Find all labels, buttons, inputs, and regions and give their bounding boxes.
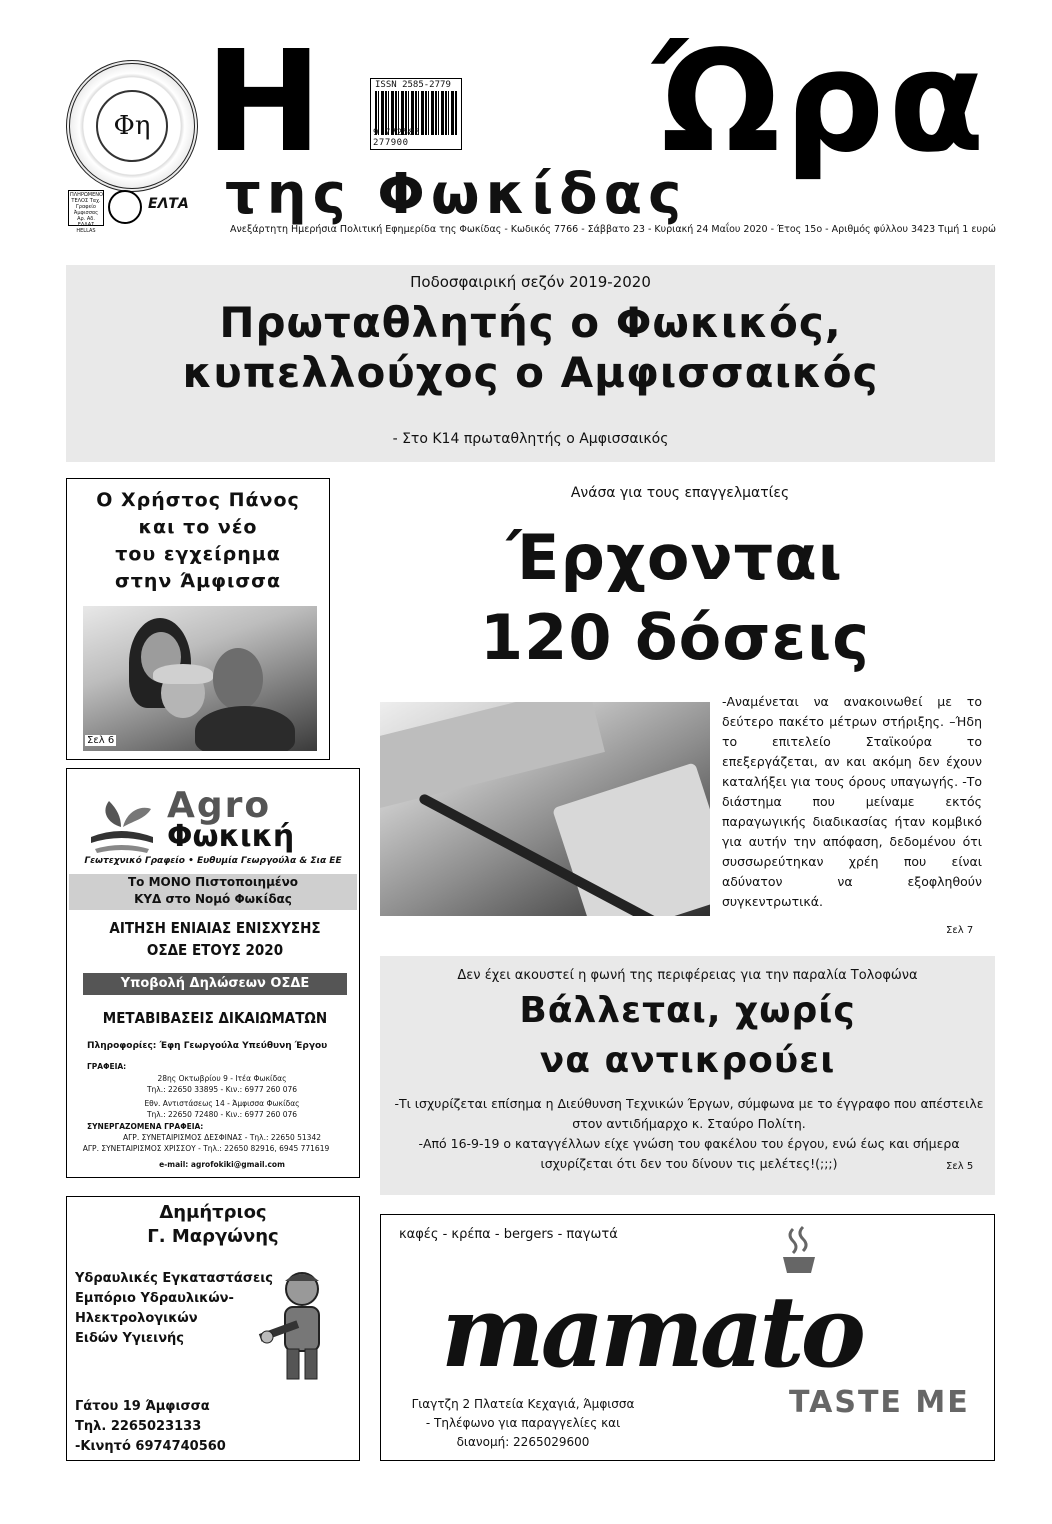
installments-headline-line1: Έρχονται xyxy=(507,521,843,594)
photo-figure xyxy=(195,706,295,751)
band-line: ΚΥΔ στο Νομό Φωκίδας xyxy=(134,892,292,906)
agro-fokiki-ad[interactable] xyxy=(66,768,360,1178)
plumber-service: Ηλεκτρολογικών xyxy=(75,1311,198,1326)
lead-story-box[interactable] xyxy=(66,265,995,462)
barcode-number: 9 772585 277900 xyxy=(373,128,421,148)
plumber-phone: Τηλ. 2265023133 xyxy=(75,1419,202,1434)
page-ref: Σελ 7 xyxy=(946,925,974,936)
mamato-menu-line: καφές - κρέπα - bergers - παγωτά xyxy=(399,1227,618,1242)
paid-fee-stamp: ΠΛΗΡΩΜΕΝΟ ΤΕΛΟΣ Ταχ. Γραφείο Άμφισσας Αρ. Αδ. ΕΛΛΑΣ HELLAS xyxy=(70,192,103,234)
postal-logos xyxy=(68,190,218,234)
seal-monogram: Φη xyxy=(96,90,168,162)
photo-face xyxy=(213,648,263,710)
headline-line: του εγχείρημα xyxy=(115,543,281,565)
page-ref: Σελ 6 xyxy=(87,735,115,746)
photo-calculator xyxy=(552,762,710,916)
coffee-cup-icon xyxy=(779,1225,819,1275)
plumber-mobile: -Κινητό 6974740560 xyxy=(75,1439,226,1454)
christos-panos-story[interactable] xyxy=(66,478,330,760)
agro-coop2: ΑΓΡ. ΣΥΝΕΤΑΙΡΙΣΜΟΣ ΧΡΙΣΣΟΥ - Τηλ.: 22650 82916, 6945 771619 xyxy=(82,1144,330,1153)
agro-offices-label: ΓΡΑΦΕΙΑ: xyxy=(87,1062,127,1071)
elta-logo: ΕΛΤΑ xyxy=(148,196,189,212)
issn-label: ISSN 2585-2779 xyxy=(375,80,451,90)
tolofona-body-para: -Από 16-9-19 ο καταγγέλλων είχε γνώση του φακέλου του έργου, ενώ έως και σήμερα ισχυρίζεται ότι δεν του δίνουν τις μελέτες!(;;;) xyxy=(418,1136,960,1171)
dateline: Ανεξάρτητη Ημερήσια Πολιτική Εφημερίδα της Φωκίδας - Κωδικός 7766 - Σάββατο 23 - Κυριακή 24 Μαΐου 2020 - Έτος 15ο - Αριθμός φύλλου 3423 Τιμή 1 ευρώ xyxy=(230,224,996,235)
agro-office1-phone: Τηλ.: 22650 33895 - Κιν.: 6977 260 076 xyxy=(146,1085,298,1094)
agro-transfers-heading: ΜΕΤΑΒΙΒΑΣΕΙΣ ΔΙΚΑΙΩΜΑΤΩΝ xyxy=(102,1009,328,1027)
tolofona-headline xyxy=(380,986,995,1086)
agro-office1-address: 28ης Οκτωβρίου 9 - Ιτέα Φωκίδας xyxy=(157,1074,287,1083)
headline-line: Ο Χρήστος Πάνος xyxy=(96,489,300,511)
plumber-name-line: Δημήτριος xyxy=(159,1202,267,1223)
plumber-name-line: Γ. Μαργώνης xyxy=(147,1226,279,1247)
agro-office2-address: Εθν. Αντιστάσεως 14 - Άμφισσα Φωκίδας xyxy=(144,1099,300,1108)
plumber-service: Ειδών Υγιεινής xyxy=(75,1331,185,1346)
agro-email: e-mail: agrofokiki@gmail.com xyxy=(159,1160,285,1169)
masthead-title-h: Η xyxy=(205,21,327,184)
family-photo xyxy=(83,606,317,751)
mamato-address-line: Γιαγτζη 2 Πλατεία Κεχαγιά, Άμφισσα xyxy=(411,1397,635,1411)
agro-logo-word: Agro xyxy=(167,785,272,826)
masthead-title-ora: Ώρα xyxy=(655,21,989,184)
installments-headline-line2: 120 δόσεις xyxy=(480,601,870,674)
tolofona-body-para: -Τι ισχυρίζεται επίσημα η Διεύθυνση Τεχνικών Έργων, σύμφωνα με το έγγραφο που απέστειλε στον αντιδήμαρχο κ. Σταύρο Πολίτη. xyxy=(394,1096,984,1131)
agro-description: Γεωτεχνικό Γραφείο • Ευθυμία Γεωργούλα & Σια ΕΕ xyxy=(84,856,342,866)
installments-kicker: Ανάσα για τους επαγγελματίες xyxy=(570,485,790,501)
headline-line: στην Άμφισσα xyxy=(114,570,282,592)
tolofona-body xyxy=(394,1094,984,1174)
mamato-cafe-ad[interactable] xyxy=(380,1214,995,1461)
installments-body: -Αναμένεται να ανακοινωθεί με το δεύτερο πακέτο μέτρων στήριξης. –Ήδη το επιτελείο Σταϊκούρα το επεξεργάζεται, αν και ακόμη δεν έχουν καταλήξει για τους όρους υπαγωγής. -Το διάστημα που μείναμε εκτός παραγωγικής διαδικασίας ήταν κομβικό για αυτήν την απόφαση, δεδομένου ότι συσσωρεύτηκαν χρέη που είναι αδύνατον να εξοφληθούν συγκεντρωτικά. xyxy=(722,694,982,909)
tolofona-headline-line1: Βάλλεται, χωρίς xyxy=(519,990,856,1031)
money-calculator-photo xyxy=(380,702,710,916)
christos-panos-headline xyxy=(67,487,329,595)
masthead-subtitle: της Φωκίδας xyxy=(225,162,688,227)
tolofona-headline-line2: να αντικρούει xyxy=(539,1040,836,1081)
mamato-address xyxy=(383,1395,663,1452)
tolofona-story-box[interactable] xyxy=(380,956,995,1195)
circular-stamp-icon xyxy=(108,190,142,224)
band-line: Το ΜΟΝΟ Πιστοποιημένο xyxy=(127,875,299,889)
page-ref: Σελ 5 xyxy=(946,1161,974,1172)
margonis-plumber-ad[interactable] xyxy=(66,1196,360,1461)
installments-headline[interactable] xyxy=(380,518,970,678)
agro-info: Πληροφορίες: Έφη Γεωργούλα Υπεύθυνη Έργου xyxy=(87,1041,328,1051)
agro-office2-phone: Τηλ.: 22650 72480 - Κιν.: 6977 260 076 xyxy=(146,1110,298,1119)
agro-osde-submission: Υποβολή Δηλώσεων ΟΣΔΕ xyxy=(83,973,347,995)
agro-coop-label: ΣΥΝΕΡΓΑΖΟΜΕΝΑ ΓΡΑΦΕΙΑ: xyxy=(87,1122,204,1131)
agro-logo-word2: Φωκική xyxy=(167,819,295,854)
osde-line: ΑΙΤΗΣΗ ΕΝΙΑΙΑΣ ΕΝΙΣΧΥΣΗΣ xyxy=(109,919,321,937)
mamato-phone: διανομή: 2265029600 xyxy=(456,1435,590,1449)
lead-story-headline xyxy=(66,298,995,398)
issn-barcode xyxy=(370,78,462,150)
lead-headline-line2: κυπελλούχος ο Αμφισσαικός xyxy=(182,348,879,397)
mamato-tagline: TASTE ME xyxy=(789,1385,970,1420)
photo-figure xyxy=(153,664,213,684)
plumber-service: Υδραυλικές Εγκαταστάσεις xyxy=(75,1271,273,1286)
headline-line: και το νέο xyxy=(138,516,258,538)
agro-osde-heading xyxy=(73,917,357,961)
agro-certified-band xyxy=(69,874,357,910)
osde-line: ΟΣΔΕ ΕΤΟΥΣ 2020 xyxy=(146,941,284,959)
mamato-logo: mamato xyxy=(441,1275,863,1390)
mamato-phone-label: - Τηλέφωνο για παραγγελίες και xyxy=(425,1416,621,1430)
lead-story-kicker: Ποδοσφαιρική σεζόν 2019-2020 xyxy=(410,273,651,291)
lead-story-sub: - Στο Κ14 πρωταθλητής ο Αμφισσαικός xyxy=(392,431,669,447)
masthead-title xyxy=(205,21,1005,184)
tolofona-kicker: Δεν έχει ακουστεί η φωνή της περιφέρειας για την παραλία Τολοφώνα xyxy=(457,968,918,983)
photo-banknote xyxy=(380,702,605,810)
plumber-address: Γάτου 19 Άμφισσα xyxy=(75,1399,210,1414)
leaf-icon xyxy=(87,797,155,857)
lead-headline-line1: Πρωταθλητής ο Φωκικός, xyxy=(219,298,842,347)
newspaper-seal-logo xyxy=(66,60,198,192)
agro-coop1: ΑΓΡ. ΣΥΝΕΤΑΙΡΙΣΜΟΣ ΔΕΣΦΙΝΑΣ - Τηλ.: 22650 51342 xyxy=(122,1133,321,1142)
plumber-name xyxy=(67,1201,359,1249)
plumber-service: Εμπόριο Υδραυλικών- xyxy=(75,1291,234,1306)
